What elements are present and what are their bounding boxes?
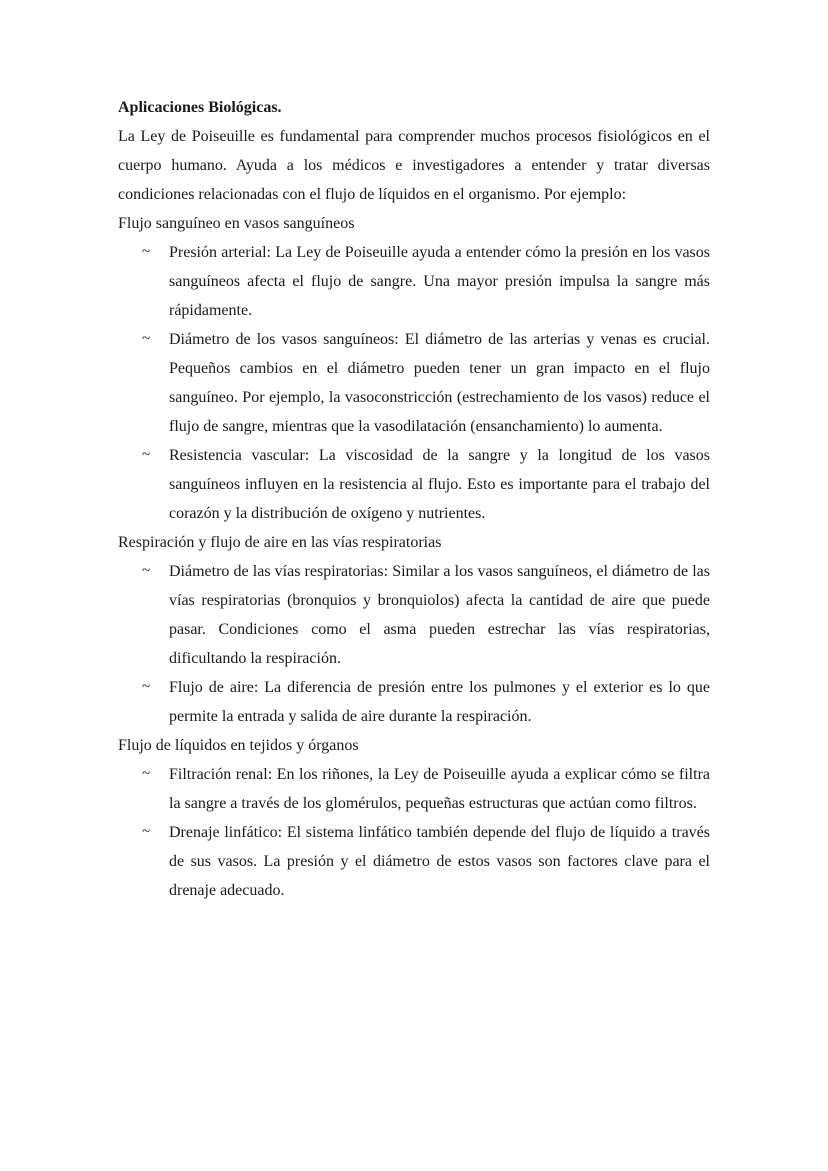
document-page xyxy=(118,93,710,905)
section-title-blood-flow: Flujo sanguíneo en vasos sanguíneos xyxy=(118,215,355,232)
bullet-marker: ~ xyxy=(142,563,151,579)
bullet-marker: ~ xyxy=(142,824,151,840)
list-item-text: Flujo de aire: La diferencia de presión entre los pulmones y el exterior es lo que permite la entrada y salida de aire durante la respiración. xyxy=(169,679,710,725)
list-item xyxy=(118,441,710,528)
bullet-list-tissues xyxy=(118,760,710,905)
list-item-text: Diámetro de los vasos sanguíneos: El diámetro de las arterias y venas es crucial. Pequeños cambios en el diámetro pueden tener un gran impacto en el flujo sanguíneo. Por ejemplo, la vasoconstricción (estrechamiento de los vasos) reduce el flujo de sangre, mientras que la vasodilatación (ensanchamiento) lo aumenta. xyxy=(169,331,710,435)
section-title-tissues: Flujo de líquidos en tejidos y órganos xyxy=(118,737,359,754)
list-item xyxy=(118,557,710,673)
list-item-text: Resistencia vascular: La viscosidad de la sangre y la longitud de los vasos sanguíneos influyen en la resistencia al flujo. Esto es importante para el trabajo del corazón y la distribución de oxígeno y nutrientes. xyxy=(169,447,710,522)
section-title-respiration: Respiración y flujo de aire en las vías respiratorias xyxy=(118,534,442,551)
list-item-text: Presión arterial: La Ley de Poiseuille ayuda a entender cómo la presión en los vasos sanguíneos afecta el flujo de sangre. Una mayor presión impulsa la sangre más rápidamente. xyxy=(169,244,710,319)
bullet-marker: ~ xyxy=(142,331,151,347)
bullet-marker: ~ xyxy=(142,679,151,695)
list-item xyxy=(118,325,710,441)
list-item xyxy=(118,238,710,325)
bullet-marker: ~ xyxy=(142,244,151,260)
list-item-text: Drenaje linfático: El sistema linfático también depende del flujo de líquido a través de sus vasos. La presión y el diámetro de estos vasos son factores clave para el drenaje adecuado. xyxy=(169,824,710,899)
list-item xyxy=(118,818,710,905)
bullet-list-respiration xyxy=(118,557,710,731)
bullet-list-blood-flow xyxy=(118,238,710,528)
list-item-text: Filtración renal: En los riñones, la Ley de Poiseuille ayuda a explicar cómo se filtra la sangre a través de los glomérulos, pequeñas estructuras que actúan como filtros. xyxy=(169,766,710,812)
intro-paragraph: La Ley de Poiseuille es fundamental para comprender muchos procesos fisiológicos en el cuerpo humano. Ayuda a los médicos e investigadores a entender y tratar diversas condiciones relacionadas con el flujo de líquidos en el organismo. Por ejemplo: xyxy=(118,128,710,203)
list-item-text: Diámetro de las vías respiratorias: Similar a los vasos sanguíneos, el diámetro de las vías respiratorias (bronquios y bronquiolos) afecta la cantidad de aire que puede pasar. Condiciones como el asma pueden estrechar las vías respiratorias, dificultando la respiración. xyxy=(169,563,710,667)
bullet-marker: ~ xyxy=(142,766,151,782)
list-item xyxy=(118,760,710,818)
bullet-marker: ~ xyxy=(142,447,151,463)
page-heading: Aplicaciones Biológicas. xyxy=(118,99,282,116)
list-item xyxy=(118,673,710,731)
